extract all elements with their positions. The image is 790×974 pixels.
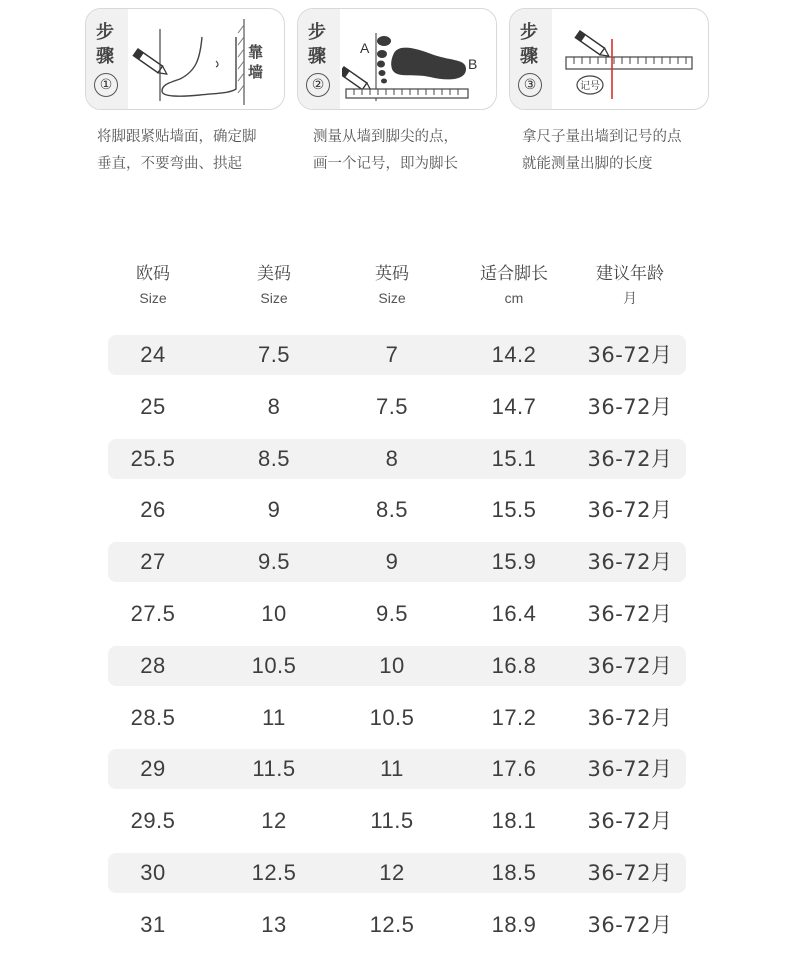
wall-label: 墙	[248, 63, 264, 81]
uk-size-cell: 10	[379, 653, 405, 678]
step-number: ③	[518, 73, 542, 97]
step-label-char: 骤	[96, 46, 114, 67]
us-size-cell: 9	[267, 497, 281, 522]
uk-size-cell: 8.5	[375, 497, 409, 522]
eu-size-cell: 29.5	[130, 808, 176, 833]
us-size-cell: 8.5	[257, 446, 291, 471]
step-number: ①	[94, 73, 118, 97]
step-label-char: 步	[308, 22, 326, 43]
age-cell: 36-72月	[587, 602, 673, 626]
us-size-cell: 11.5	[252, 756, 296, 781]
uk-size-cell: 11.5	[370, 808, 414, 833]
eu-size-cell: 28	[140, 653, 166, 678]
uk-size-cell: 10.5	[369, 705, 415, 730]
table-row	[108, 853, 686, 893]
age-cell: 36-72月	[587, 706, 673, 730]
header-cn: 适合脚长	[480, 264, 548, 284]
step-label-char: 骤	[520, 46, 538, 67]
step-label	[298, 9, 340, 109]
table-row	[108, 490, 686, 530]
header-cn: 英码	[375, 264, 409, 284]
wall-label: 靠	[248, 43, 264, 61]
uk-size-cell: 11	[380, 756, 404, 781]
uk-size-cell: 12.5	[369, 912, 415, 937]
column-header-uk	[332, 262, 452, 308]
age-cell: 36-72月	[587, 498, 673, 522]
uk-size-cell: 9.5	[375, 601, 409, 626]
table-row	[108, 387, 686, 427]
foot-length-cell: 18.5	[491, 860, 537, 885]
us-size-cell: 8	[267, 394, 281, 419]
age-cell: 36-72月	[587, 654, 673, 678]
table-row	[108, 801, 686, 841]
age-cell: 36-72月	[587, 447, 673, 471]
eu-size-cell: 28.5	[130, 705, 176, 730]
step-card-3	[509, 8, 709, 110]
step-label	[510, 9, 552, 109]
us-size-cell: 11	[262, 705, 286, 730]
pencil-icon	[133, 49, 169, 77]
step-label	[86, 9, 128, 109]
foot-length-cell: 16.8	[491, 653, 537, 678]
ruler-mark-illustration	[554, 9, 708, 109]
step-label-char: 步	[520, 22, 538, 43]
point-b-label: B	[468, 56, 478, 72]
step-label-char: 骤	[308, 46, 326, 67]
foot-length-cell: 16.4	[491, 601, 537, 626]
us-size-cell: 9.5	[257, 549, 291, 574]
eu-size-cell: 30	[140, 860, 166, 885]
foot-length-cell: 14.7	[491, 394, 537, 419]
age-cell: 36-72月	[587, 395, 673, 419]
header-en: Size	[139, 290, 167, 306]
step-card-1	[85, 8, 285, 110]
header-en: 月	[623, 290, 637, 306]
age-cell: 36-72月	[587, 809, 673, 833]
wall-hatch	[238, 25, 244, 93]
us-size-cell: 10.5	[251, 653, 297, 678]
header-en: cm	[504, 290, 524, 306]
column-header-us	[214, 262, 334, 308]
us-size-cell: 13	[261, 912, 287, 937]
footprint-icon	[377, 36, 466, 84]
uk-size-cell: 8	[385, 446, 399, 471]
table-row	[108, 542, 686, 582]
step-description: 将脚跟紧贴墙面，确定脚 垂直，不要弯曲、拱起	[97, 129, 257, 172]
eu-size-cell: 24	[140, 342, 166, 367]
eu-size-cell: 27	[140, 549, 166, 574]
header-en: Size	[260, 290, 288, 306]
table-row	[108, 594, 686, 634]
eu-size-cell: 29	[140, 756, 166, 781]
foot-length-cell: 14.2	[491, 342, 537, 367]
table-row	[108, 335, 686, 375]
us-size-cell: 7.5	[257, 342, 291, 367]
column-header-foot-length	[454, 262, 574, 308]
header-cn: 欧码	[136, 264, 170, 284]
foot-length-cell: 15.9	[491, 549, 537, 574]
step-label-char: 步	[96, 22, 114, 43]
table-row	[108, 439, 686, 479]
foot-length-cell: 17.6	[491, 756, 537, 781]
header-cn: 美码	[257, 264, 291, 284]
age-cell: 36-72月	[587, 757, 673, 781]
header-en: Size	[378, 290, 406, 306]
table-row	[108, 646, 686, 686]
age-cell: 36-72月	[587, 913, 673, 937]
foot-length-cell: 18.9	[491, 912, 537, 937]
footprint-ruler-illustration	[342, 9, 496, 109]
foot-length-cell: 18.1	[491, 808, 537, 833]
uk-size-cell: 12	[379, 860, 405, 885]
step-description: 拿尺子量出墙到记号的点 就能测量出脚的长度	[522, 129, 682, 172]
table-row	[108, 749, 686, 789]
column-header-age	[570, 262, 690, 308]
age-cell: 36-72月	[587, 861, 673, 885]
eu-size-cell: 25.5	[130, 446, 176, 471]
pencil-icon	[575, 31, 611, 59]
us-size-cell: 10	[261, 601, 287, 626]
eu-size-cell: 27.5	[130, 601, 176, 626]
ruler-icon	[346, 89, 468, 98]
column-header-eu	[93, 262, 213, 308]
foot-length-cell: 15.1	[491, 446, 537, 471]
us-size-cell: 12.5	[251, 860, 297, 885]
ruler-icon	[566, 57, 692, 69]
point-a-label: A	[360, 40, 370, 56]
foot-length-cell: 15.5	[491, 497, 537, 522]
uk-size-cell: 7.5	[375, 394, 409, 419]
table-row	[108, 698, 686, 738]
step-description: 测量从墙到脚尖的点， 画一个记号，即为脚长	[313, 129, 458, 172]
step-number: ②	[306, 73, 330, 97]
us-size-cell: 12	[261, 808, 287, 833]
age-cell: 36-72月	[587, 343, 673, 367]
step-card-2	[297, 8, 497, 110]
header-cn: 建议年龄	[596, 264, 664, 284]
uk-size-cell: 9	[385, 549, 399, 574]
uk-size-cell: 7	[385, 342, 399, 367]
mark-label: 记号	[580, 81, 600, 92]
age-cell: 36-72月	[587, 550, 673, 574]
foot-against-wall-illustration	[130, 9, 284, 109]
eu-size-cell: 26	[140, 497, 166, 522]
eu-size-cell: 25	[140, 394, 166, 419]
eu-size-cell: 31	[140, 912, 166, 937]
foot-length-cell: 17.2	[491, 705, 537, 730]
table-row	[108, 905, 686, 945]
